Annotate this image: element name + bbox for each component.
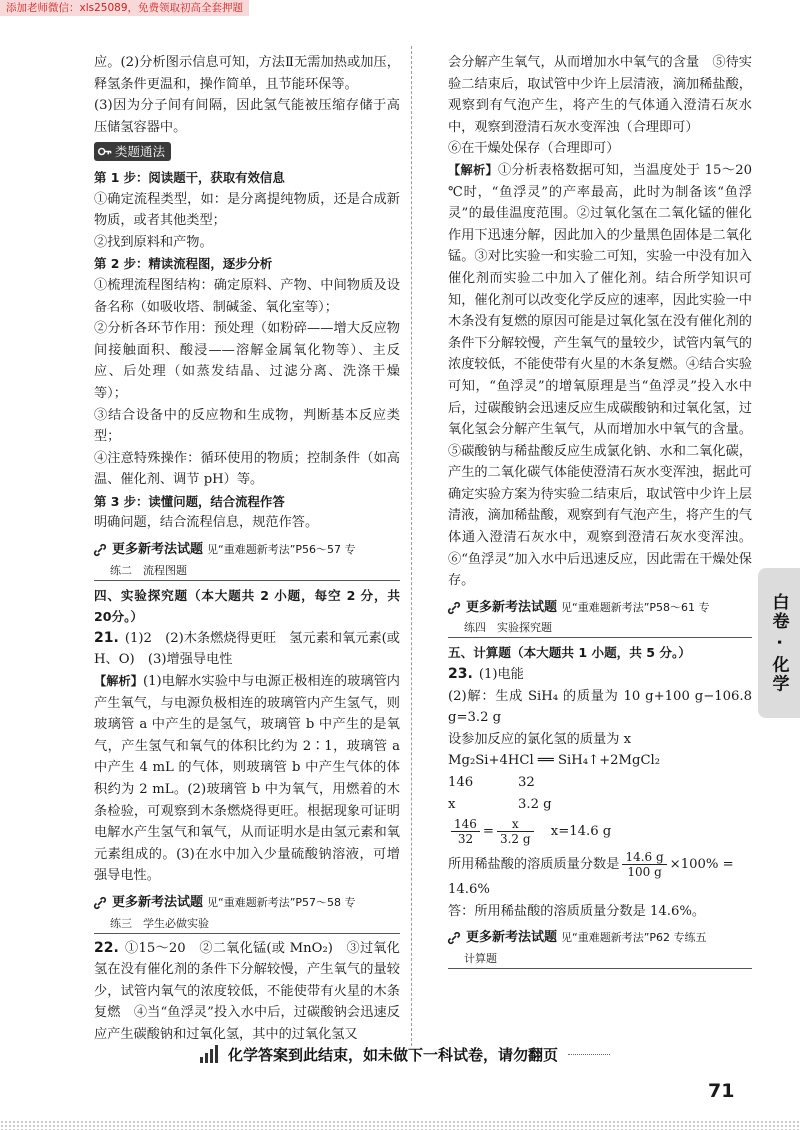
subject-side-tab	[758, 568, 800, 718]
method-badge	[94, 142, 171, 161]
step-1-item-b: ②找到原料和产物。	[94, 234, 213, 250]
question-21-number: 21.	[94, 629, 119, 646]
question-22-tag: 【解析】	[448, 162, 498, 177]
fraction-1-num: 146	[451, 817, 480, 832]
more-3-subtitle: 练四 实验探究题	[448, 618, 752, 638]
more-3-ref: 见“重难题新考法”P58～61 专	[561, 600, 710, 614]
mass-fraction-suffix: ×100% =	[669, 857, 734, 873]
question-22-answer-6: ⑥在干燥处保存（合理即可）	[448, 141, 620, 157]
more-4-subtitle: 计算题	[448, 949, 752, 969]
page-number: 71	[708, 1080, 735, 1102]
more-4-ref: 见“重难题新考法”P62 专练五	[561, 931, 707, 945]
unknown-x: x	[448, 796, 456, 812]
mass-fraction-result: 14.6%	[448, 882, 490, 898]
method-badge-label: 类题通法	[115, 144, 166, 160]
more-1-subtitle: 练二 流程图题	[94, 561, 400, 581]
fraction-2-den: 3.2 g	[499, 832, 531, 847]
left-paragraph-2: (3)因为分子间有间隔，因此氢气能被压缩存储于高压储氢容器中。	[94, 98, 400, 135]
step-2-item-a: ①梳理流程图结构：确定原料、产物、中间物质及设备名称（如吸收塔、制碱釜、氧化室等）；	[94, 277, 400, 315]
step-3-item-a: 明确问题，结合流程信息，规范作答。	[94, 515, 319, 531]
x-result: x=14.6 g	[550, 824, 612, 840]
side-tab-label: 白卷 · 化学	[768, 592, 789, 694]
question-22-answer	[94, 938, 400, 1046]
link-icon	[446, 601, 462, 615]
step-2-item-d: ④注意特殊操作：循环使用的物质；控制条件（如高温、催化剂、调节 pH）等。	[94, 450, 400, 488]
question-21-explanation	[94, 671, 400, 887]
mass-fraction-num: 14.6 g	[622, 850, 666, 865]
question-21-answer	[94, 628, 400, 671]
section-4-heading: 四、实验探究题（本大题共 2 小题，每空 2 分，共 20分。）	[94, 587, 400, 625]
link-icon	[92, 543, 108, 557]
link-icon	[92, 896, 108, 910]
step-2-heading: 第 2 步：精读流程图，逐步分析	[94, 256, 273, 272]
question-21-explanation-text: (1)电解水实验中与电源正极相连的玻璃管内产生氧气，与电源负极相连的玻璃管内产生氢气，则玻璃管 a 中产生的是氢气，玻璃管 b 中产生的是氧气，产生氢气和氧气的体积比约为 2∶1，玻璃管 a 中产生 4 mL 的气体，则玻璃管 b 中产生气体的体积约为 2 mL。(2)玻璃管 b 中为氧气，用燃着的木条检验，可观察到木条燃烧得更旺。根据现象可证明电解水产生氢气和氧气，从而证明水是由氢元素和氧元素组成的。(3)在水中加入少量硫酸钠溶液，可增强导电性。	[94, 674, 400, 884]
question-23-number: 23.	[448, 666, 473, 683]
more-questions-1	[92, 539, 400, 561]
question-22-answer-cont: 会分解产生氧气，从而增加水中氧气的含量 ⑤待实验二结束后，取试管中少许上层清液，滴加稀盐酸，观察到有气泡产生，将产生的气体通入澄清石灰水中，观察到澄清石灰水变浑浊（合理即可）	[448, 55, 752, 135]
more-3-title: 更多新考法试题	[466, 599, 558, 615]
equals-sign: =	[482, 824, 494, 840]
question-23-setup: 设参加反应的氯化氢的质量为 x	[448, 731, 632, 747]
watermark-banner: 添加老师微信：xls25089，免费领取初高全套押题	[0, 0, 249, 16]
more-2-subtitle: 练三 学生必做实验	[94, 914, 400, 934]
bars-decoration-icon	[200, 1045, 218, 1063]
equation-ratios	[448, 772, 752, 815]
question-23-part-1-text: (1)电能	[478, 667, 524, 683]
footer-dotted-line	[568, 1053, 610, 1055]
more-1-ref: 见“重难题新考法”P56～57 专	[207, 543, 356, 557]
key-icon	[97, 144, 112, 159]
mass-fraction-prefix: 所用稀盐酸的溶质质量分数是	[448, 857, 620, 873]
more-4-title: 更多新考法试题	[466, 930, 558, 946]
ratio-hcl-mass: 146	[448, 775, 474, 790]
question-22-explanation	[448, 160, 752, 592]
step-2-item-b: ②分析各环节作用：预处理（如粉碎——增大反应物间接触面积、酸浸——溶解金属氧化物等）、主反应、后处理（如蒸发结晶、过滤分离、洗涤干燥等）；	[94, 321, 400, 401]
chemical-equation: Mg₂Si+4HCl ══ SiH₄↑+2MgCl₂	[448, 753, 661, 769]
final-answer: 答：所用稀盐酸的溶质质量分数是 14.6%。	[448, 903, 706, 919]
bottom-texture	[0, 1120, 800, 1130]
footer-text: 化学答案到此结束，如未做下一科试卷，请勿翻页	[228, 1045, 559, 1064]
more-questions-3	[446, 597, 752, 619]
end-of-answers-footer	[200, 1040, 610, 1068]
mass-fraction-line	[448, 850, 752, 879]
mass-fraction-den: 100 g	[627, 865, 662, 880]
step-1-item-a: ①确定流程类型，如：是分离提纯物质，还是合成新物质，或者其他类型；	[94, 191, 400, 229]
fraction-2	[497, 817, 534, 846]
left-paragraph-1: 应。(2)分析图示信息可知，方法Ⅱ无需加热或加压，释氢条件更温和，操作简单，且节能环保等。	[94, 55, 400, 92]
mass-fraction	[622, 850, 666, 879]
left-column	[94, 52, 400, 1046]
fraction-1	[451, 817, 480, 846]
section-5-heading: 五、计算题（本大题共 1 小题，共 5 分。）	[448, 645, 691, 661]
fraction-1-den: 32	[457, 832, 474, 847]
question-22-explanation-text: ①分析表格数据可知，当温度处于 15～20 ℃时，“鱼浮灵”的产率最高，此时为制备该“鱼浮灵”的最佳温度范围。②过氧化氢在二氧化锰的催化作用下迅速分解，因此加入的少量黑色固体是二氧化锰。③对比实验一和实验二可知，实验一中没有加入催化剂而实验二中加入了催化剂。结合所学知识可知，催化剂可以改变化学反应的速率，因此实验一中木条没有复燃的原因可能是过氧化氢在没有催化剂的条件下分解较慢，产生氧气的量较少，试管内氧气的浓度较低，不能使带有火星的木条复燃。④结合实验可知，“鱼浮灵”的增氧原理是当“鱼浮灵”投入水中后，过碳酸钠会迅速反应生成碳酸钠和过氧化氢，过氧化氢会分解产生氧气，从而增加水中氧气的含量。⑤碳酸钠与稀盐酸反应生成氯化钠、水和二氧化碳，产生的二氧化碳气体能使澄清石灰水变浑浊，据此可确定实验方案为待实验二结束后，取试管中少许上层清液，滴加稀盐酸，观察到有气泡产生，将产生的气体通入澄清石灰水中，观察到澄清石灰水变浑浊。⑥“鱼浮灵”加入水中后迅速反应，因此需在干燥处保存。	[448, 162, 752, 589]
more-2-title: 更多新考法试题	[112, 894, 204, 910]
more-questions-4	[446, 927, 752, 949]
question-23-part-1	[448, 664, 752, 686]
fraction-2-num: x	[497, 817, 534, 832]
more-questions-2	[92, 892, 400, 914]
question-21-tag: 【解析】	[94, 674, 143, 689]
question-22-number: 22.	[94, 939, 119, 956]
step-1-heading: 第 1 步：阅读题干，获取有效信息	[94, 169, 285, 185]
right-column	[448, 52, 752, 973]
step-3-heading: 第 3 步：读懂问题，结合流程作答	[94, 493, 285, 509]
sih4-value: 3.2 g	[518, 796, 552, 812]
more-2-ref: 见“重难题新考法”P57～58 专	[207, 895, 356, 909]
question-22-answer-text: ①15～20 ②二氧化锰(或 MnO₂) ③过氧化氢在没有催化剂的条件下分解较慢，产生氧气的量较少，试管内氧气的浓度较低，不能使带有火星的木条复燃 ④当“鱼浮灵”投入水中后，过碳酸钠会迅速反应产生碳酸钠和过氧化氢，其中的过氧化氢又	[94, 940, 400, 1042]
step-2-item-c: ③结合设备中的反应物和生成物，判断基本反应类型；	[94, 407, 400, 445]
question-23-part-2: (2)解：生成 SiH₄ 的质量为 10 g+100 g−106.8 g=3.2 g	[448, 688, 752, 726]
link-icon	[446, 931, 462, 945]
more-1-title: 更多新考法试题	[112, 542, 204, 558]
proportion-line	[448, 817, 752, 846]
ratio-sih4-mass: 32	[518, 775, 535, 790]
question-21-answer-text: (1)2 (2)木条燃烧得更旺 氢元素和氧元素(或 H、O) (3)增强导电性	[94, 630, 400, 668]
